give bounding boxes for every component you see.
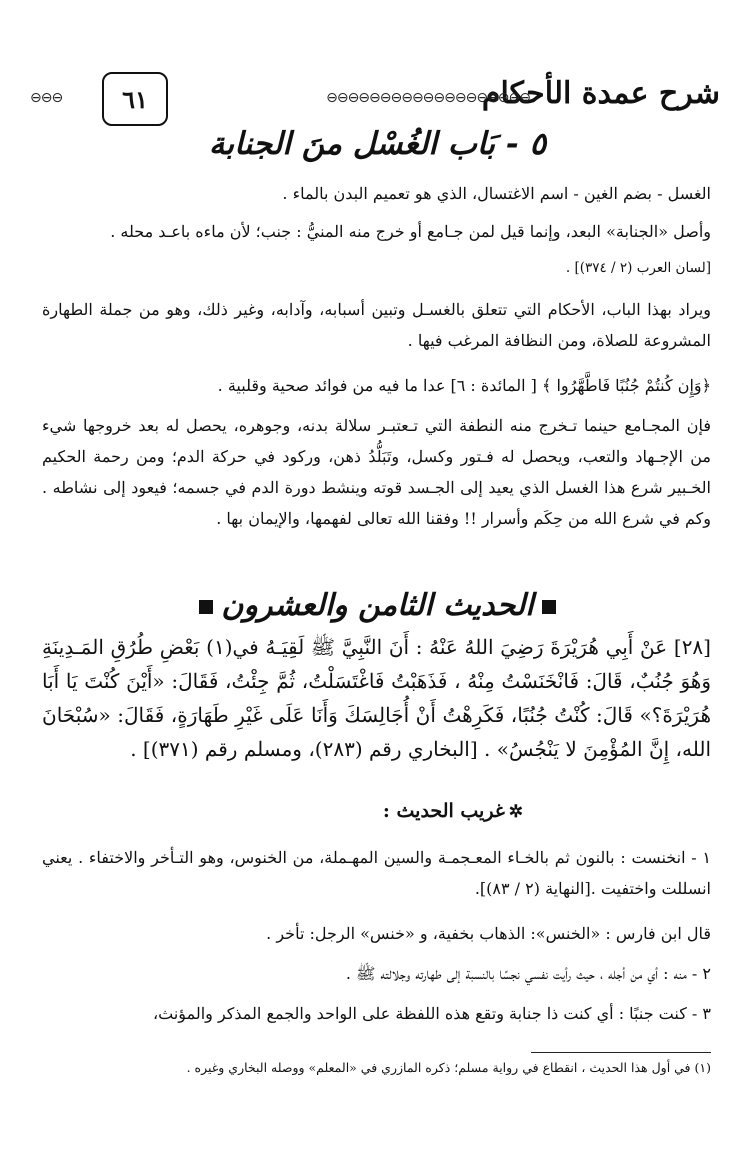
- source-citation: [لسان العرب (٢ / ٣٧٤)] .: [565, 260, 711, 276]
- square-ornament-icon: [199, 600, 213, 614]
- page-header: [30, 68, 720, 130]
- hadith-heading: [0, 588, 755, 623]
- intro-paragraph-5: فإن المجـامع حينما تـخرج منه النطفة التي تـعتبـر سلالة بدنه، وجوهره، يحصل له بعد خروجها شيء من الإجـهاد والتعب، ويحصل له فـتور وكسل، وتَبَلُّدُ ذهن، وركود في حركة الدم؛ ومن رحمة الحكيم الخـبير شرع هذا الغسل الذي يعيد إلى الجـسد قوته وينشط دورة الدم في جسمه؛ فيعود إلى نشاطه . وكم في شرع الله من حِكَم وأسرار !! وفقنا الله تعالى لفهمها، والإيمان بها .: [42, 416, 711, 528]
- square-ornament-icon: [542, 600, 556, 614]
- page-number: [102, 72, 168, 126]
- page-number-text: ٦١: [122, 84, 148, 114]
- chapter-title: ٥ - بَاب الغُسْل منَ الجنابة: [208, 126, 547, 162]
- gharib-item-1-note: قال ابن فارس : «الخنس»: الذهاب بخفية، و «خنس» الرجل: تأخر .: [266, 924, 711, 943]
- footnote-divider: [531, 1052, 711, 1053]
- gharib-section-title: [383, 800, 523, 822]
- header-ornament-small: ⊖⊖⊖: [30, 90, 63, 106]
- quran-verse-paragraph: ﴿وَإِن كُنتُمْ جُنُبًا فَاطَّهَّرُوا ﴾ [ المائدة : ٦] عدا ما فيه من فوائد صحية وقلبية .: [217, 376, 711, 395]
- intro-paragraph-3: ويراد بهذا الباب، الأحكام التي تتعلق بالغسـل وتبين أسبابه، وآدابه، وغير ذلك، وهو من جملة الطهارة المشروعة للصلاة، ومن النظافة المرغب فيها .: [42, 300, 711, 350]
- gharib-item-3: ٣ - كنت جنبًا : أي كنت ذا جنابة وتقع هذه اللفظة على الواحد والجمع المذكر والمؤنث،: [152, 1004, 711, 1023]
- intro-paragraph-2: وأصل «الجنابة» البعد، وإنما قيل لمن جـامع أو خرج منه المنيُّ : جنب؛ لأن ماءه باعـد محله .: [110, 222, 711, 241]
- footnote: (١) في أول هذا الحديث ، انقطاع في رواية مسلم؛ ذكره المازري في «المعلم» ووصله البخاري وغيره .: [186, 1060, 711, 1075]
- gharib-item-1: ١ - انخنست : بالنون ثم بالخـاء المعـجمـة والسين المهـملة، من الخنوس، وهو التـأخر والاختفاء . يعني انسللت واختفيت .[النهاية (٢ / ٨٣)].: [42, 848, 711, 898]
- book-title: شرح عمدة الأحكام: [481, 76, 720, 111]
- intro-paragraph-1: الغسل - بضم الغين - اسم الاغتسال، الذي هو تعميم البدن بالماء .: [282, 184, 711, 203]
- hadith-text: [٢٨] عَنْ أَبِي هُرَيْرَةَ رَضِيَ اللهُ عَنْهُ : أَنَ النَّبِيَّ ﷺ لَقِيَـهُ في(١) بَعْضِ طُرُقِ المَـدِينَةِ وَهُوَ جُنُبٌ، قَالَ: فَانْخَنَسْتُ مِنْهُ ، فَذَهَبْتُ فَاغْتَسَلْتُ، ثُمَّ جِئْتُ، فَقَالَ: «أَيْنَ كُنْتَ يَا أَبَا هُرَيْرَةَ؟» قَالَ: كُنْتُ جُنُبًا، فَكَرِهْتُ أَنْ أُجَالِسَكَ وَأَنَا عَلَى غَيْرِ طَهَارَةٍ، فَقَالَ: «سُبْحَانَ الله، إِنَّ المُؤْمِنَ لا يَنْجُسُ» . [البخاري رقم (٢٨٣)، ومسلم رقم (٣٧١)] .: [42, 635, 711, 761]
- hadith-heading-text: الحديث الثامن والعشرون: [221, 588, 534, 623]
- gharib-title-text: غريب الحديث :: [382, 800, 505, 822]
- gharib-item-2: ٢ - منه : أي من أجله ، حيث رأيت نفسي نجسًا بالنسبة إلى طهارته وجلالته ﷺ .: [345, 964, 711, 983]
- header-ornament: ⊖⊖⊖⊖⊖⊖⊖⊖⊖⊖⊖⊖⊖⊖⊖⊖⊖⊖⊖: [326, 90, 530, 106]
- star-icon: ✲: [508, 802, 523, 822]
